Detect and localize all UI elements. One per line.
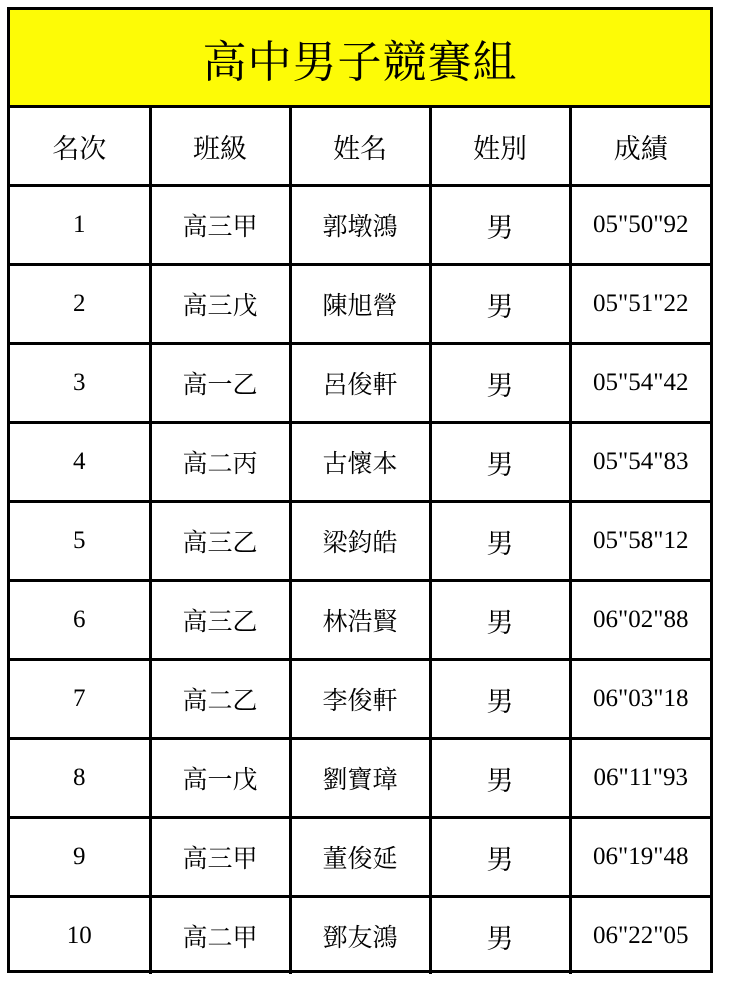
result-cell: 06"03"18 (570, 660, 710, 739)
gender-cell: 男 (430, 739, 570, 818)
name-cell: 鄧友鴻 (290, 897, 430, 975)
name-cell: 林浩賢 (290, 581, 430, 660)
table-row (10, 739, 710, 818)
rank-cell: 5 (10, 502, 150, 581)
table-row (10, 897, 710, 975)
gender-cell: 男 (430, 581, 570, 660)
rank-cell: 7 (10, 660, 150, 739)
class-cell: 高三乙 (150, 502, 290, 581)
results-table (10, 108, 710, 974)
name-cell: 李俊軒 (290, 660, 430, 739)
rank-cell: 8 (10, 739, 150, 818)
name-cell: 劉寶璋 (290, 739, 430, 818)
result-cell: 05"54"42 (570, 344, 710, 423)
gender-cell: 男 (430, 186, 570, 265)
rank-cell: 3 (10, 344, 150, 423)
name-cell: 梁鈞皓 (290, 502, 430, 581)
class-cell: 高二丙 (150, 423, 290, 502)
result-cell: 05"50"92 (570, 186, 710, 265)
name-cell: 呂俊軒 (290, 344, 430, 423)
result-cell: 06"11"93 (570, 739, 710, 818)
result-cell: 06"19"48 (570, 818, 710, 897)
class-cell: 高一戊 (150, 739, 290, 818)
gender-cell: 男 (430, 660, 570, 739)
title-banner (10, 10, 710, 108)
table-row (10, 660, 710, 739)
class-cell: 高二乙 (150, 660, 290, 739)
column-header-gender: 姓別 (430, 108, 570, 186)
gender-cell: 男 (430, 502, 570, 581)
class-cell: 高三乙 (150, 581, 290, 660)
rank-cell: 1 (10, 186, 150, 265)
result-cell: 06"22"05 (570, 897, 710, 975)
header-row (10, 108, 710, 186)
class-cell: 高一乙 (150, 344, 290, 423)
result-cell: 06"02"88 (570, 581, 710, 660)
column-header-name: 姓名 (290, 108, 430, 186)
name-cell: 陳旭營 (290, 265, 430, 344)
gender-cell: 男 (430, 818, 570, 897)
rank-cell: 4 (10, 423, 150, 502)
table-row (10, 502, 710, 581)
table-row (10, 186, 710, 265)
gender-cell: 男 (430, 897, 570, 975)
result-cell: 05"58"12 (570, 502, 710, 581)
class-cell: 高三戊 (150, 265, 290, 344)
table-row (10, 423, 710, 502)
table-row (10, 265, 710, 344)
results-body (10, 186, 710, 975)
rank-cell: 6 (10, 581, 150, 660)
rank-cell: 9 (10, 818, 150, 897)
gender-cell: 男 (430, 344, 570, 423)
column-header-rank: 名次 (10, 108, 150, 186)
gender-cell: 男 (430, 423, 570, 502)
column-header-result: 成績 (570, 108, 710, 186)
name-cell: 董俊延 (290, 818, 430, 897)
results-sheet (7, 7, 713, 973)
table-row (10, 344, 710, 423)
result-cell: 05"54"83 (570, 423, 710, 502)
table-row (10, 818, 710, 897)
class-cell: 高三甲 (150, 818, 290, 897)
gender-cell: 男 (430, 265, 570, 344)
name-cell: 郭墩鴻 (290, 186, 430, 265)
class-cell: 高三甲 (150, 186, 290, 265)
column-header-class: 班級 (150, 108, 290, 186)
result-cell: 05"51"22 (570, 265, 710, 344)
rank-cell: 10 (10, 897, 150, 975)
page-title: 高中男子競賽組 (202, 36, 518, 88)
rank-cell: 2 (10, 265, 150, 344)
name-cell: 古懷本 (290, 423, 430, 502)
class-cell: 高二甲 (150, 897, 290, 975)
table-row (10, 581, 710, 660)
